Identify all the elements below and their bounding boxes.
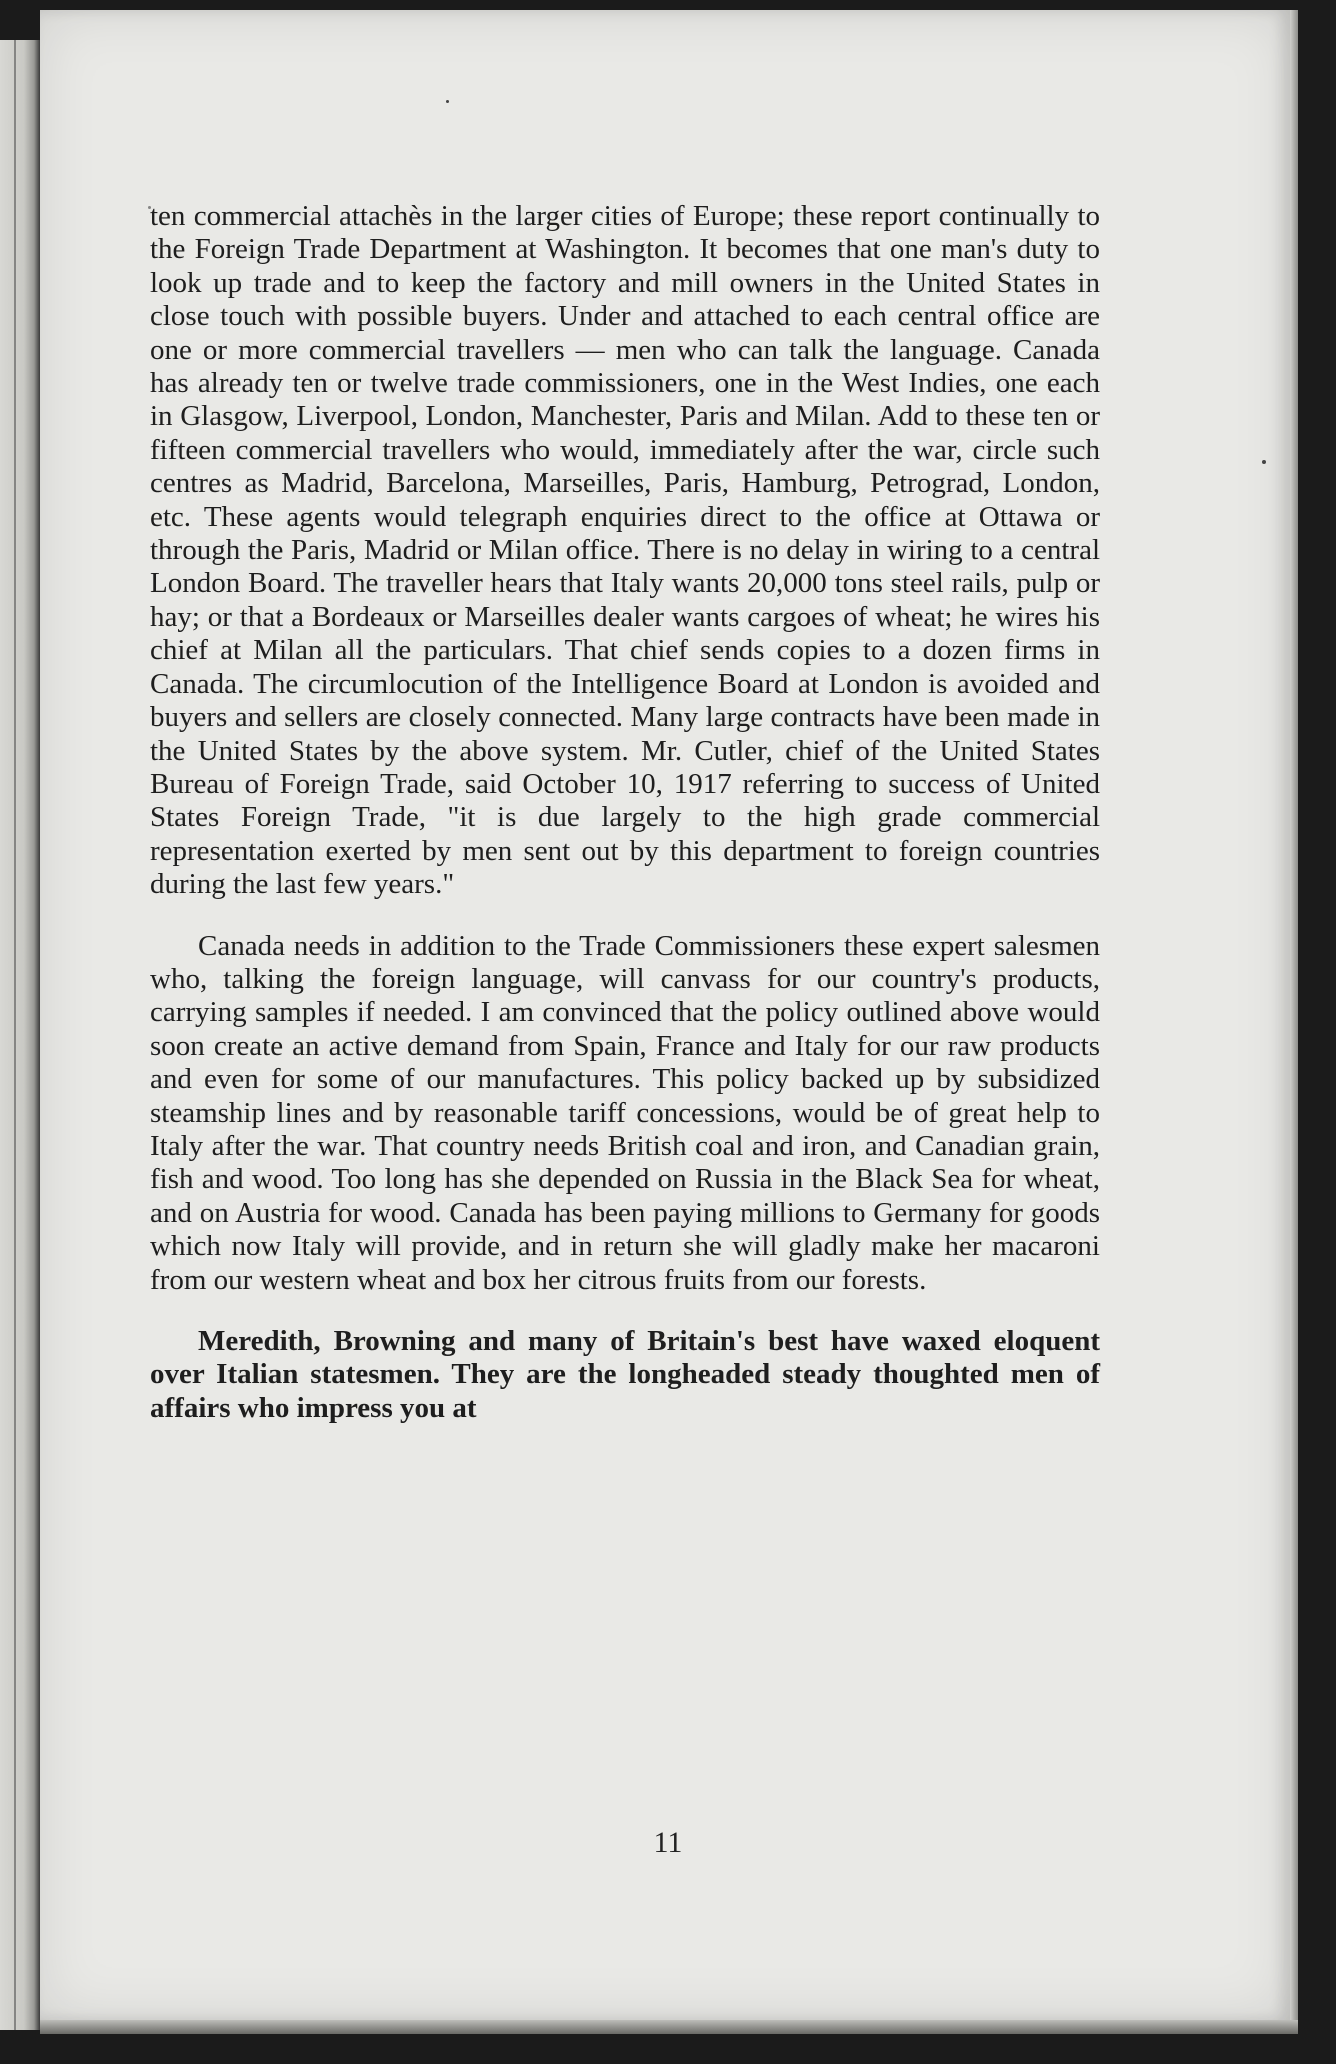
page-number: 11 <box>653 1826 683 1859</box>
paragraph-1: ten commercial attachès in the larger cities of Europe; these report continually to the Foreign Trade Department at Washington. It becomes that one man's duty to look up trade and to keep the factory and mill owners in the United States in close touch with possible buyers. Under and attached to each central office are one or more commercial travellers — men who can talk the language. Canada has already ten or twelve trade commissioners, one in the West Indies, one each in Glasgow, Liverpool, London, Manchester, Paris and Milan. Add to these ten or fifteen commercial travellers who would, immediately after the war, circle such centres as Madrid, Barcelona, Marseilles, Paris, Hamburg, Petrograd, London, etc. These agents would telegraph enquiries direct to the office at Ottawa or through the Paris, Madrid or Milan office. There is no delay in wiring to a central London Board. The traveller hears that Italy wants 20,000 tons steel rails, pulp or hay; or that a Bordeaux or Marseilles dealer wants cargoes of wheat; he wires his chief at Milan all the particulars. That chief sends copies to a dozen firms in Canada. The circumlocution of the Intelligence Board at London is avoided and buyers and sellers are closely connected. Many large contracts have been made in the United States by the above system. Mr. Cutler, chief of the United States Bureau of Foreign Trade, said October 10, 1917 referring to success of United States Foreign Trade, "it is due largely to the high grade commercial representation exerted by men sent out by this department to foreign countries during the last few years." <box>150 200 1100 901</box>
paragraph-3: Meredith, Browning and many of Britain's best have waxed eloquent over Italian statesmen. They are the longheaded steady thoughted men of affairs who impress you at <box>150 1325 1100 1424</box>
page-bottom-edge <box>40 2020 1298 2034</box>
body-text <box>150 200 1100 1425</box>
paragraph-2: Canada needs in addition to the Trade Commissioners these expert salesmen who, talking the foreign language, will canvass for our country's products, carrying samples if needed. I am convinced that the policy outlined above would soon create an active demand from Spain, France and Italy for our raw products and even for some of our manufactures. This policy backed up by subsidized steamship lines and by reasonable tariff concessions, would be of great help to Italy after the war. That country needs British coal and iron, and Canadian grain, fish and wood. Too long has she depended on Russia in the Black Sea for wheat, and on Austria for wood. Canada has been paying millions to Germany for goods which now Italy will provide, and in return she will gladly make her macaroni from our western wheat and box her citrous fruits from our forests. <box>150 929 1100 1296</box>
scan-speck <box>1262 460 1266 464</box>
page-right-edge <box>1290 10 1298 2020</box>
scan-speck <box>446 100 449 103</box>
adjacent-page-edge <box>0 40 40 2030</box>
